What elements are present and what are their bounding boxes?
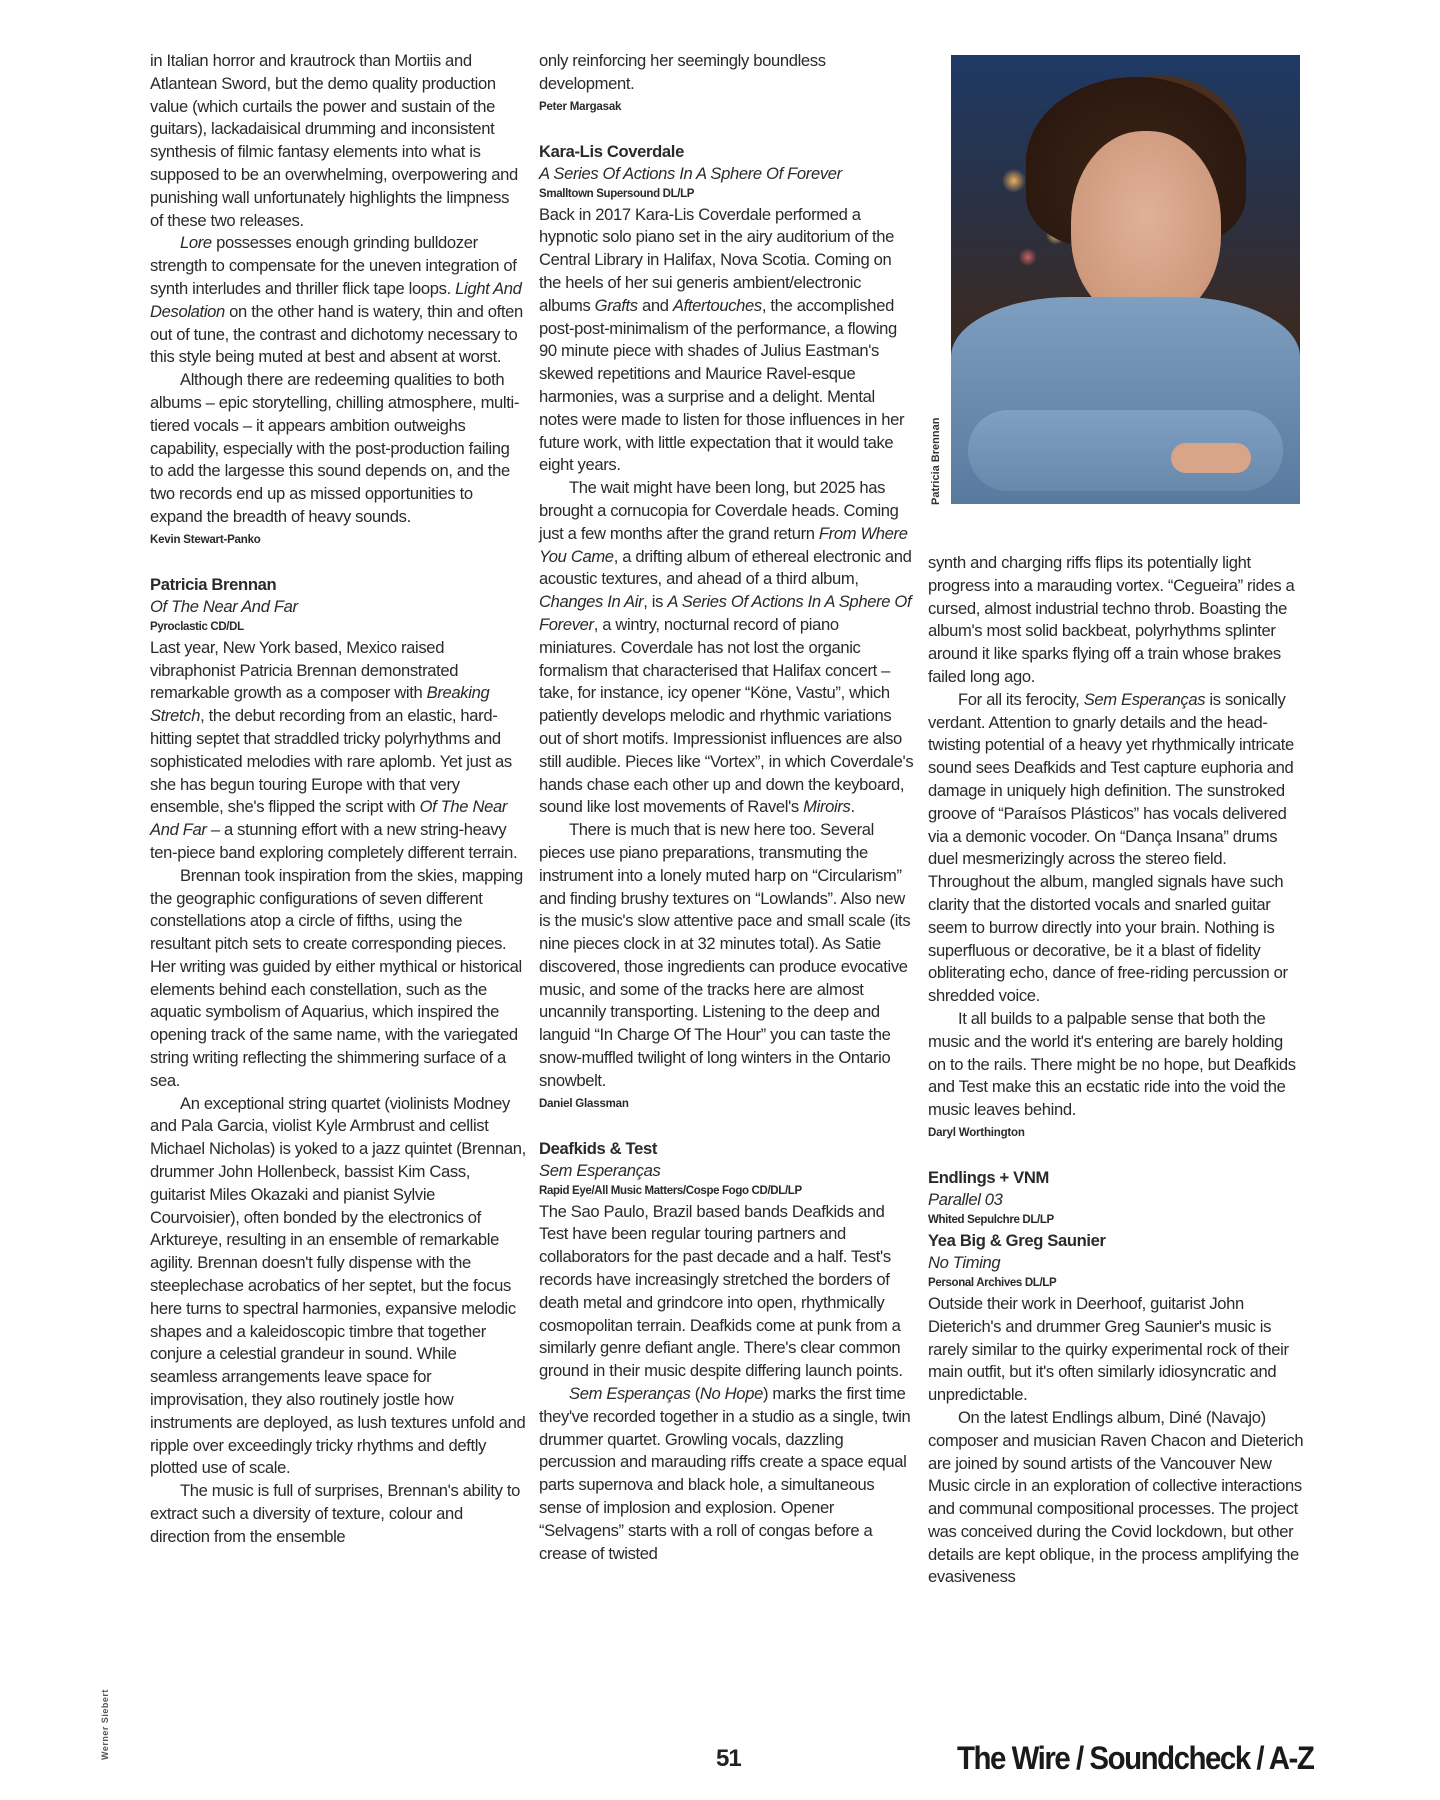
text-span: , is: [643, 592, 668, 612]
column-2: [539, 50, 915, 1565]
review-artist: Patricia Brennan: [150, 574, 277, 594]
body-text: [928, 689, 1304, 1008]
text-span: Back in 2017 Kara-Lis Coverdale performed a hypnotic solo piano set in the airy auditorium of the Central Library in Halifax, Nova Scotia. Coming on the heels of her sui generis ambient/electronic albums: [539, 204, 895, 315]
album-reference: A Series Of Actions In A Sphere Of Forever: [539, 592, 912, 634]
review-label: Rapid Eye/All Music Matters/Cospe Fogo CD/DL/LP: [539, 1184, 802, 1197]
review-label: Smalltown Supersound DL/LP: [539, 187, 695, 200]
body-text: [150, 232, 526, 369]
album-reference: No Hope: [699, 1384, 763, 1404]
review-endlings-yea-big: [928, 1167, 1304, 1589]
reviewer-credit: Kevin Stewart-Panko: [150, 533, 261, 546]
text-span: ) marks the first time they've recorded together in a studio as a single, twin drummer quartet. Growling vocals, dazzling percussion and marauding riffs create a space equal parts supernova and black hole, a simultaneous sense of implosion and explosion. Opener “Selvagens” starts with a roll of congas before a crease of twisted: [539, 1384, 911, 1563]
album-reference: Sem Esperanças: [569, 1384, 691, 1404]
text-span: on the other hand is watery, thin and often out of tune, the contrast and dichotomy necessary to this style being muted at best and absent at worst.: [150, 301, 523, 367]
text-span: possesses enough grinding bulldozer strength to compensate for the uneven integration of synth interludes and thriller flick tape loops.: [150, 233, 517, 298]
review-album: Sem Esperanças: [539, 1160, 661, 1180]
review-artist: Kara-Lis Coverdale: [539, 141, 684, 161]
review-artist: Yea Big & Greg Saunier: [928, 1230, 1106, 1250]
body-text: [539, 204, 915, 478]
album-reference: Sem Esperanças: [1083, 689, 1206, 709]
text-span: For all its ferocity,: [958, 689, 1084, 709]
text-span: – a stunning effort with a new string-heavy ten-piece band exploring completely different terrain.: [150, 820, 518, 862]
body-text: Brennan took inspiration from the skies, mapping the geographic configurations of seven different constellations atop a circle of fifths, using the resultant pitch sets to create corresponding pieces. Her writing was guided by either mythical or historical elements behind each constellation, such as the aquatic symbolism of Aquarius, which inspired the opening track of the same name, with the variegated string writing reflecting the shimmering surface of a sea.: [150, 865, 523, 1090]
review-label: Pyroclastic CD/DL: [150, 620, 244, 633]
album-reference: Grafts: [594, 295, 638, 315]
review-label: Whited Sepulchre DL/LP: [928, 1213, 1054, 1226]
review-label: Personal Archives DL/LP: [928, 1276, 1057, 1289]
album-reference: From Where You Came: [539, 523, 908, 566]
text-span: , a wintry, nocturnal record of piano miniatures. Coverdale has not lost the organic formalism that characterised that Halifax concert – take, for instance, icy opener “Köne, Vastu”, which patiently develops melodic and rhythmic variations out of short motifs. Impressionist influences are also still audible. Pieces like “Vortex”, in which Coverdale's hands chase each other up and down the keyboard, sound like lost movements of Ravel's: [539, 614, 914, 817]
album-reference: Aftertouches: [672, 295, 762, 315]
body-text: There is much that is new here too. Several pieces use piano preparations, transmuting the instrument into a lonely muted harp on “Circularism” and finding brushy textures on “Lowlands”. Also new is the music's slow attentive pace and small scale (its nine pieces clock in at 32 minutes total). As Satie discovered, those ingredients can produce evocative music, and some of the tracks here are almost uncannily transporting. Listening to the deep and languid “In Charge Of The Hour” you can taste the snow-muffled twilight of long winters in the Ontario snowbelt.: [539, 820, 911, 1090]
section-title: The Wire / Soundcheck / A-Z: [957, 1740, 1314, 1776]
body-text: [150, 637, 526, 865]
review-artist: Deafkids & Test: [539, 1138, 658, 1158]
spacer: [539, 117, 915, 141]
column-3: [928, 552, 1304, 1589]
text-span: , the debut recording from an elastic, hard-hitting septet that straddled tricky polyrhythms and sophisticated melodies with rare aplomb. Yet just as she has begun touring Europe with that very ensemble, she's flipped the script with: [150, 706, 512, 817]
body-text: The music is full of surprises, Brennan's ability to extract such a diversity of texture, colour and direction from the ensemble: [150, 1481, 521, 1546]
album-reference: Light And Desolation: [150, 278, 522, 321]
review-deafkids-test: [539, 1138, 915, 1566]
side-photo-credit: Werner Siebert: [100, 1689, 110, 1760]
spacer: [539, 1114, 915, 1138]
text-span: Last year, New York based, Mexico raised vibraphonist Patricia Brennan demonstrated remarkable growth as a composer with: [150, 637, 459, 703]
review-album: Of The Near And Far: [150, 596, 298, 616]
body-text: Outside their work in Deerhoof, guitarist John Dieterich's and drummer Greg Saunier's music is rarely similar to the quirky experimental rock of their main outfit, but it's often similarly idiosyncratic and unpredictable.: [928, 1293, 1289, 1405]
body-text: [539, 1383, 915, 1565]
artist-photo: [951, 55, 1300, 504]
text-span: , the accomplished post-post-minimalism of the performance, a flowing 90 minute piece with shades of Julius Eastman's skewed repetitions and Maurice Ravel-esque harmonies, was a surprise and a delight. Mental notes were made to listen for those influences in her future work, with little expectation that it would take eight years.: [539, 295, 905, 475]
review-album: Parallel 03: [928, 1189, 1003, 1209]
text-span: (: [690, 1384, 700, 1404]
review-album: No Timing: [928, 1252, 1001, 1272]
body-text: only reinforcing her seemingly boundless development.: [539, 51, 826, 93]
body-text: in Italian horror and krautrock than Mortiis and Atlantean Sword, but the demo quality production value (which curtails the power and sustain of the guitars), lackadaisical drumming and inconsistent synthesis of filmic fantasy elements into what is supposed to be an overwhelming, overpowering and punishing wall unfortunately highlights the limpness of these two releases.: [150, 51, 518, 230]
body-text: [539, 477, 915, 819]
column-1: [150, 50, 526, 1549]
body-text: Although there are redeeming qualities to both albums – epic storytelling, chilling atmosphere, multi-tiered vocals – it appears ambition outweighs capability, especially with the post-production failing to add the largesse this sound depends on, and the two records end up as missed opportunities to expand the breadth of heavy sounds.: [150, 370, 520, 526]
text-span: .: [850, 797, 855, 817]
review-kara-lis-coverdale: [539, 141, 915, 1114]
body-text: It all builds to a palpable sense that both the music and the world it's entering are barely holding on to the rails. There might be no hope, but Deafkids and Test make this an ecstatic ride into the void the music leaves behind.: [928, 1008, 1296, 1120]
text-span: and: [637, 295, 673, 315]
text-span: The wait might have been long, but 2025 has brought a cornucopia for Coverdale heads. Coming just a few months after the grand return: [539, 478, 899, 543]
reviewer-credit: Peter Margasak: [539, 100, 622, 113]
album-reference: Miroirs: [803, 797, 851, 817]
album-reference: Changes In Air: [539, 592, 644, 612]
album-reference: Of The Near And Far: [150, 797, 508, 840]
body-text: On the latest Endlings album, Diné (Navajo) composer and musician Raven Chacon and Dieterich are joined by sound artists of the Vancouver New Music circle in an exploration of collective interactions and communal compositional processes. The project was conceived during the Covid lockdown, but other details are kept oblique, in the process amplifying the evasiveness: [928, 1407, 1304, 1587]
photo-face: [1071, 131, 1221, 321]
reviewer-credit: Daryl Worthington: [928, 1126, 1025, 1139]
album-reference: Breaking Stretch: [150, 683, 490, 726]
photo-hand: [1171, 443, 1251, 473]
album-reference: Lore: [180, 233, 212, 253]
body-text: synth and charging riffs flips its potentially light progress into a marauding vortex. “Cegueira” rides a cursed, almost industrial techno throb. Boasting the album's most solid backbeat, polyrhythms splinter around it like sparks flying off a train whose brakes failed long ago.: [928, 553, 1295, 686]
photo-credit: Patricia Brennan: [930, 417, 942, 505]
review-album: A Series Of Actions In A Sphere Of Forever: [539, 163, 842, 183]
spacer: [928, 1143, 1304, 1167]
text-span: is sonically verdant. Attention to gnarly details and the head-twisting potential of a heavy yet rhythmically intricate sound sees Deafkids and Test capture euphoria and damage in uniquely high definition. The sunstroked groove of “Paraísos Plásticos” has vocals delivered via a demonic vocoder. On “Dança Insana” drums duel mesmerizingly across the stereo field. Throughout the album, mangled signals have such clarity that the distorted vocals and snarled guitar seem to burrow directly into your brain. Nothing is superfluous or decorative, be it a blast of fidelity obliterating echo, dance of free-riding percussion or shredded voice.: [928, 689, 1294, 1006]
spacer: [150, 550, 526, 574]
page-number: 51: [716, 1745, 741, 1772]
body-text: An exceptional string quartet (violinists Modney and Pala Garcia, violist Kyle Armbrust and cellist Michael Nicholas) is yoked to a jazz quintet (Brennan, drummer John Hollenbeck, bassist Kim Cass, guitarist Miles Okazaki and pianist Sylvie Courvoisier), often bonded by the electronics of Arktureye, resulting in an ensemble of remarkable agility. Brennan doesn't fully dispense with the steeplechase acrobatics of her septet, but the focus here turns to spectral harmonies, expansive melodic shapes and a kaleidoscopic timbre that together conjure a celestial grandeur in sound. While seamless arrangements leave space for improvisation, they also routinely jostle how instruments are deployed, as lush textures unfold and ripple over exceedingly tricky rhythms and deftly plotted use of scale.: [150, 1093, 526, 1478]
text-span: , a drifting album of ethereal electronic and acoustic textures, and ahead of a third album,: [539, 546, 912, 589]
review-artist: Endlings + VNM: [928, 1167, 1049, 1187]
reviewer-credit: Daniel Glassman: [539, 1097, 629, 1110]
review-patricia-brennan: [150, 574, 526, 1549]
body-text: The Sao Paulo, Brazil based bands Deafkids and Test have been regular touring partners and collaborators for the past decade and a half. Test's records have increasingly stretched the borders of death metal and grindcore into open, rhythmically cosmopolitan terrain. Deafkids come at punk from a similarly genre defiant angle. There's clear common ground in their music despite differing launch points.: [539, 1201, 903, 1381]
